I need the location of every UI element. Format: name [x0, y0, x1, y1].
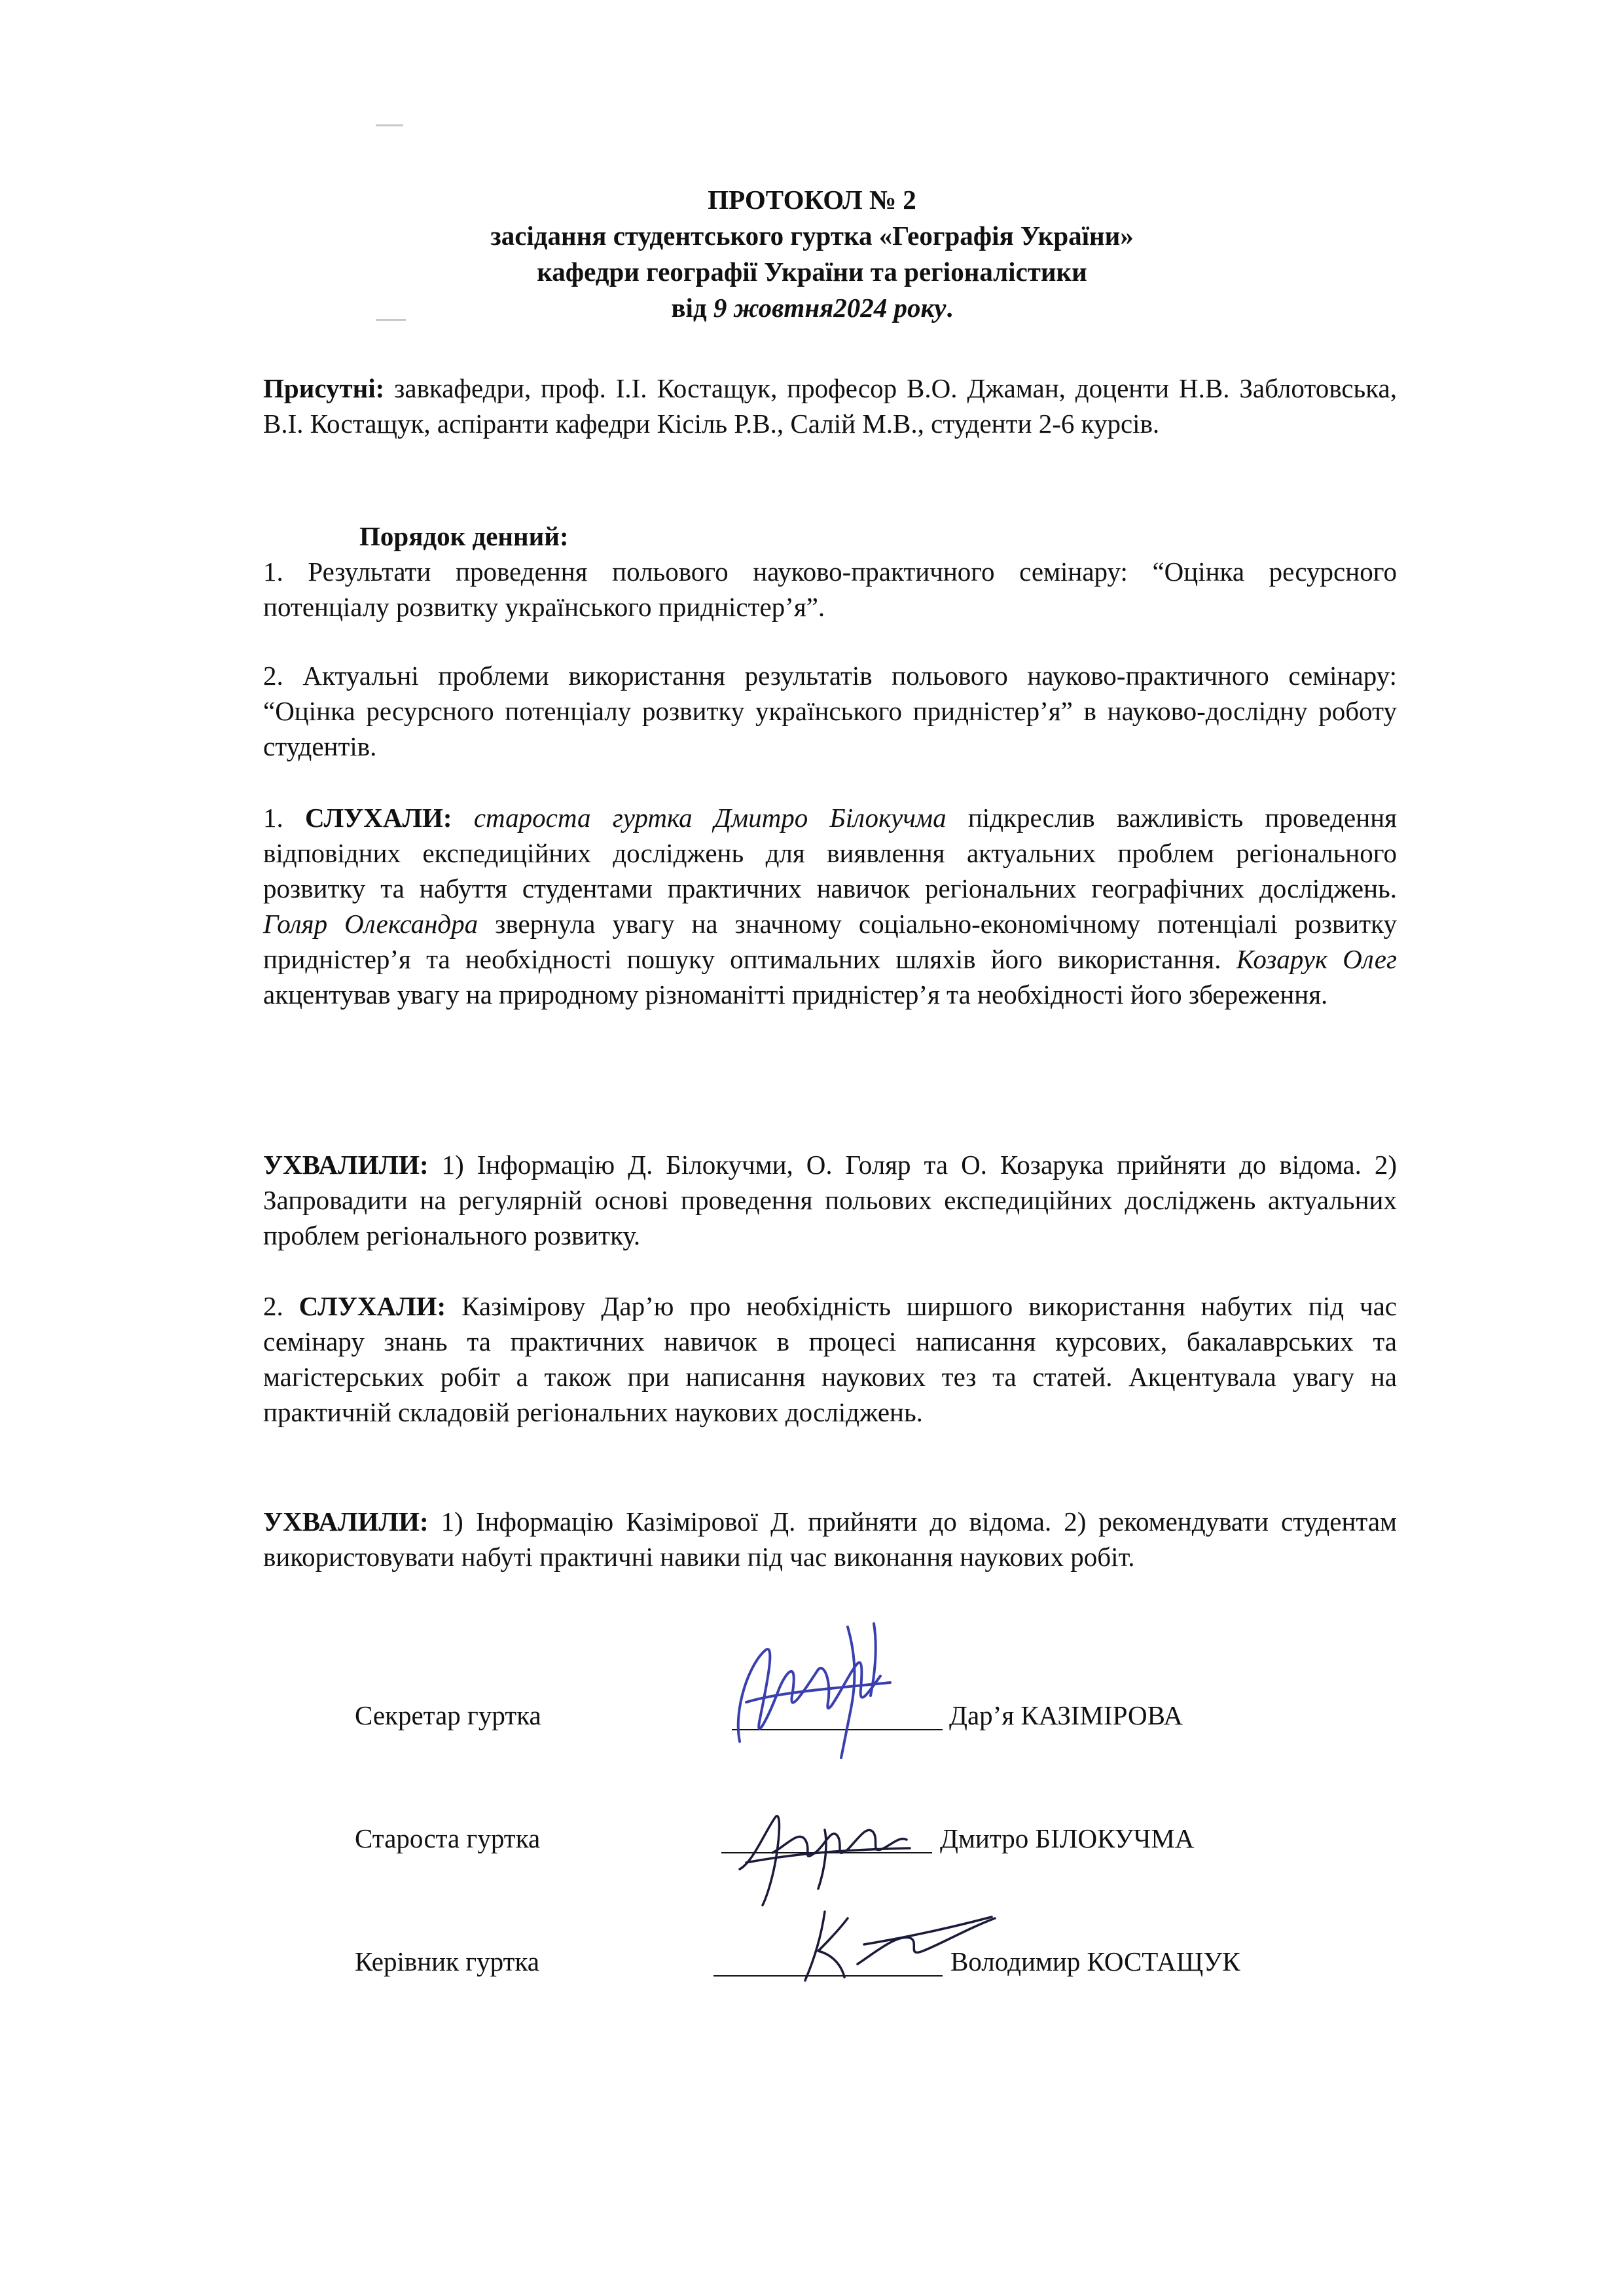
signatory-name: Дмитро БІЛОКУЧМА: [940, 1823, 1195, 1853]
attendees-label: Присутні:: [263, 373, 385, 403]
head-student-signature: [727, 1791, 916, 1908]
section-2-label: СЛУХАЛИ:: [298, 1291, 446, 1321]
signatory-name: Володимир КОСТАЩУК: [950, 1946, 1240, 1977]
section-1-speaker-1: староста гуртка Дмитро Білокучма: [473, 803, 947, 833]
section-1-label: СЛУХАЛИ:: [305, 803, 452, 833]
date-prefix: від: [671, 293, 713, 323]
scan-speck: [376, 124, 403, 126]
secretary-signature: [720, 1611, 916, 1774]
agenda-title: Порядок денний:: [359, 521, 569, 551]
signature-role: Староста гуртка: [355, 1823, 541, 1853]
protocol-title: ПРОТОКОЛ № 2: [708, 185, 916, 215]
section-2-number: 2.: [263, 1291, 299, 1321]
supervisor-signature: [785, 1899, 1001, 1990]
resolution-1-text: 1) Інформацію Д. Білокучми, О. Голяр та О. Козарука прийняти до відома. 2) Запровадити на регулярній основі проведення польових експедиційних досліджень актуальних проблем регіонального розвитку.: [263, 1150, 1397, 1250]
agenda-item-2: 2. Актуальні проблеми використання результатів польового науково-практичного семінару: “Оцінка ресурсного потенціалу розвитку українського придністер’я” в науково-дослідну роботу студентів.: [263, 661, 1397, 761]
department-line: кафедри географії України та регіоналістики: [537, 257, 1087, 287]
section-2-text: Казімірову Дар’ю про необхідність ширшого використання набутих під час семінару знань та практичних навичок в процесі написання курсових, бакалаврських та магістерських робіт а також при написання наукових тез та статей. Акцентувала увагу на практичній складовій регіональних наукових досліджень.: [263, 1291, 1397, 1427]
signature-role: Керівник гуртка: [355, 1946, 539, 1977]
agenda-item-2-block: [263, 658, 1397, 764]
meeting-date: [0, 290, 1624, 326]
section-1-speaker-2: Голяр Олександра: [263, 909, 478, 939]
section-1-number: 1.: [263, 803, 306, 833]
document-header: [0, 182, 1624, 326]
resolution-1-label: УХВАЛИЛИ:: [263, 1150, 429, 1180]
meeting-subtitle: засідання студентського гуртка «Географія України»: [490, 221, 1134, 251]
resolution-2-label: УХВАЛИЛИ:: [263, 1506, 429, 1537]
date-value: 9 жовтня2024 року: [713, 293, 947, 323]
attendees-paragraph: [263, 371, 1397, 441]
attendees-text: завкафедри, проф. І.І. Костащук, професор В.О. Джаман, доценти Н.В. Заблотовська, В.І. Костащук, аспіранти кафедри Кісіль Р.В., Салій М.В., студенти 2-6 курсів.: [263, 373, 1397, 439]
agenda-item-1: 1. Результати проведення польового науково-практичного семінару: “Оцінка ресурсного потенціалу розвитку українського придністер’я”.: [263, 556, 1397, 622]
section-1-text-3: акцентував увагу на природному різноманітті придністер’я та необхідності його збереження.: [263, 979, 1328, 1010]
section-1-text-1: підкреслив важливість проведення відповідних експедиційних досліджень для виявлення актуальних проблем регіонального розвитку та набуття студентами практичних навичок регіональних географічних досліджень.: [263, 803, 1398, 903]
section-2-heard: [263, 1288, 1397, 1430]
section-1-heard: [263, 800, 1397, 1012]
signature-role: Секретар гуртка: [355, 1700, 541, 1730]
resolution-1: [263, 1147, 1397, 1253]
date-suffix: .: [946, 293, 953, 323]
section-1-text-2: звернула увагу на значному соціально-економічному потенціалі розвитку придністер’я та необхідності пошуку оптимальних шляхів його використання.: [263, 909, 1397, 974]
signatory-name: Дар’я КАЗІМІРОВА: [949, 1700, 1183, 1730]
resolution-2-text: 1) Інформацію Казімірової Д. прийняти до відома. 2) рекомендувати студентам використовувати набуті практичні навики під час виконання наукових робіт.: [263, 1506, 1397, 1572]
resolution-2: [263, 1504, 1397, 1575]
agenda-section: [263, 519, 1397, 625]
section-1-speaker-3: Козарук Олег: [1236, 944, 1397, 974]
